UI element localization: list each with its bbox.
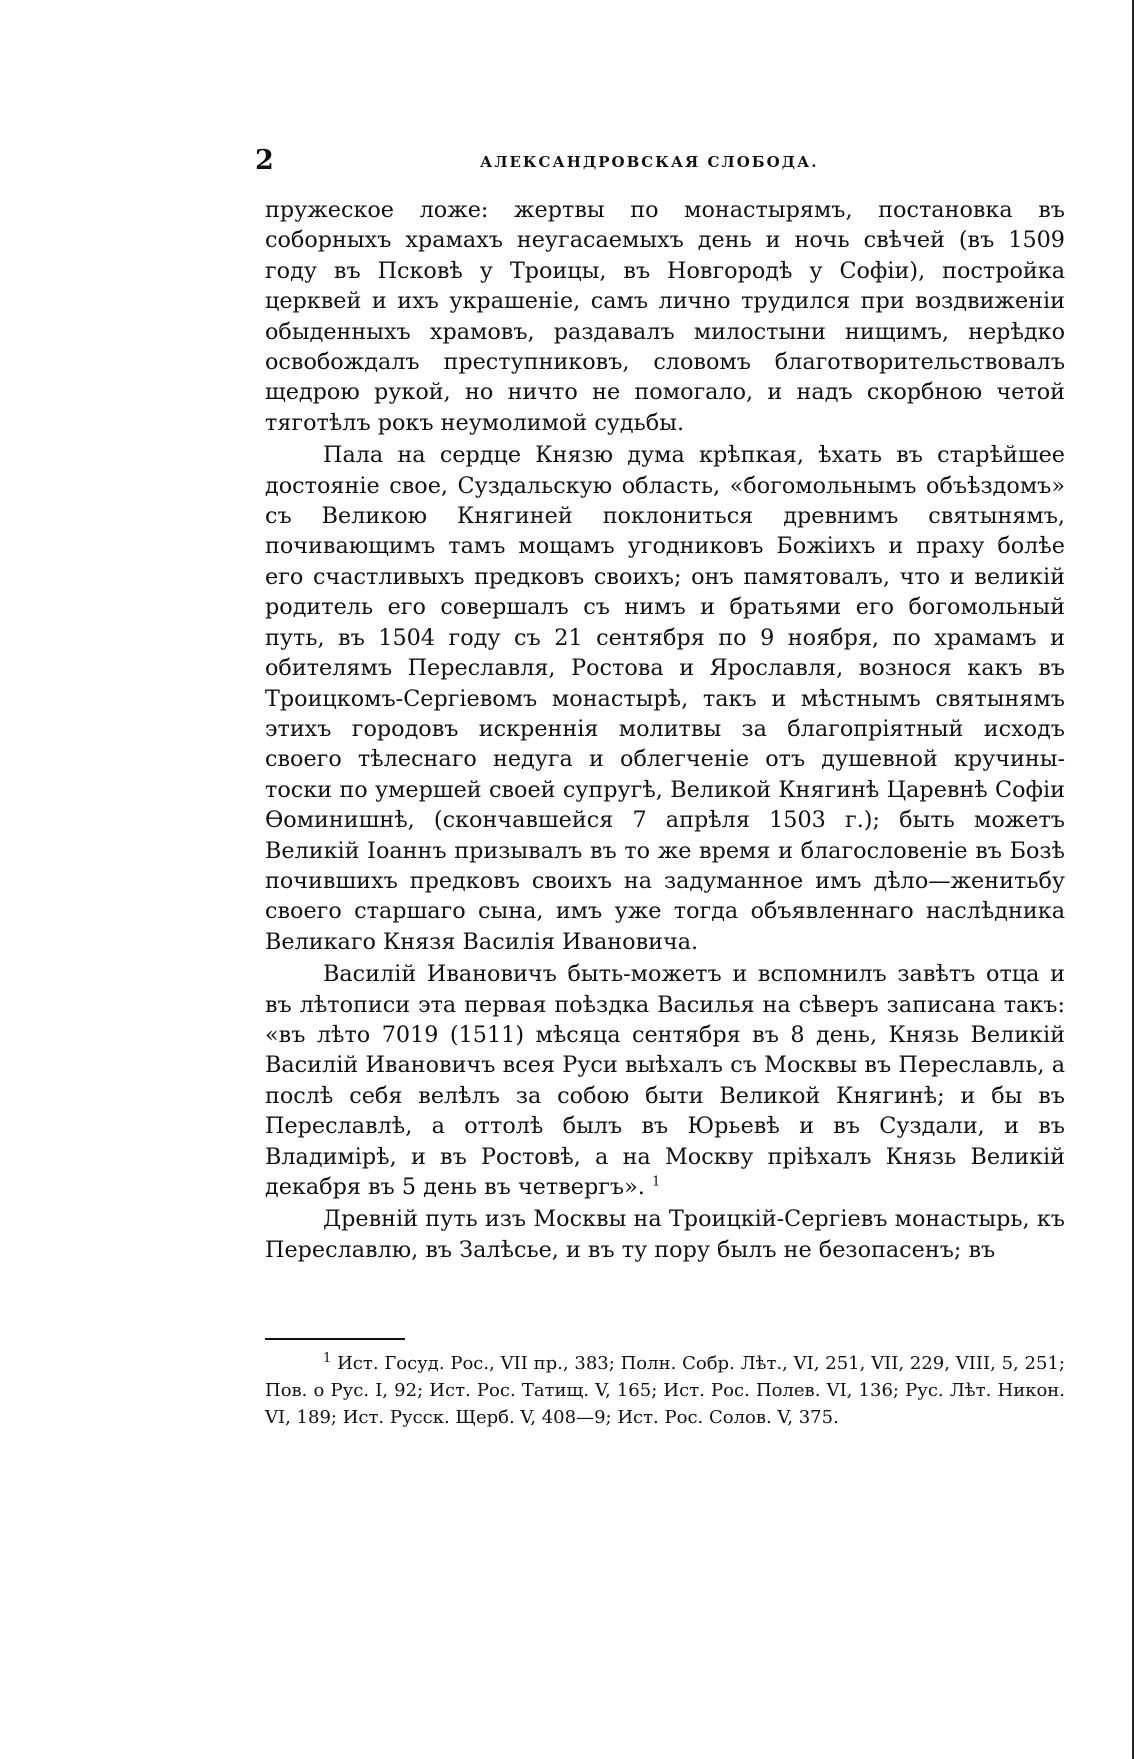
paragraph-4: Древній путь изъ Москвы на Троицкій-Сергіевъ монастырь, къ Переславлю, въ Залѣсье, и въ ту пору былъ не безопасенъ; въ [265, 1206, 1065, 1263]
footnote-marker: 1 [323, 1351, 332, 1366]
page-edge-line [1132, 0, 1134, 1759]
body-text [265, 195, 1065, 1265]
footnote-reference: 1 [651, 1174, 661, 1190]
footnote-text: Ист. Госуд. Рос., VII пр., 383; Полн. Собр. Лѣт., VI, 251, VII, 229, VIII, 5, 251; Пов. о Рус. I, 92; Ист. Рос. Татищ. V, 165; Ист. Рос. Полев. VI, 136; Рус. Лѣт. Никон. VI, 189; Ист. Русск. Щерб. V, 408—9; Ист. Рос. Солов. V, 375. [265, 1353, 1065, 1428]
running-title: АЛЕКСАНДРОВСКАЯ СЛОБОДА. [480, 153, 819, 171]
paragraph-3 [265, 959, 1065, 1202]
footnote [265, 1350, 1065, 1431]
page-header [255, 146, 1015, 176]
page-number: 2 [255, 145, 274, 176]
footnote-separator [265, 1338, 405, 1340]
paragraph-1: пружеское ложе: жертвы по монастырямъ, постановка въ соборныхъ храмахъ неугасаемыхъ день и ночь свѣчей (въ 1509 году въ Псковѣ у Троицы, въ Новгородѣ у Софіи), постройка церквей и ихъ украшеніе, самъ лично трудился при воздвиженіи обыденныхъ храмовъ, раздавалъ милостыни нищимъ, нерѣдко освобождалъ преступниковъ, словомъ благотворительствовалъ щедрою рукой, но ничто не помогало, и надъ скорбною четой тяготѣлъ рокъ неумолимой судьбы. [265, 197, 1065, 436]
paragraph-3-text: Василій Ивановичъ быть-можетъ и вспомнилъ завѣтъ отца и въ лѣтописи эта первая поѣздка Василья на сѣверъ записана такъ: «въ лѣто 7019 (1511) мѣсяца сентября въ 8 день, Князь Великій Василій Ивановичъ всея Руси выѣхалъ съ Москвы въ Переславль, а послѣ себя велѣлъ за собою быти Великой Княгинѣ; и бы въ Переславлѣ, а оттолѣ былъ въ Юрьевѣ и въ Суздали, и въ Владимірѣ, и въ Ростовѣ, а на Москву пріѣхалъ Князь Великій декабря въ 5 день въ четвергъ». [265, 961, 1065, 1200]
paragraph-2: Пала на сердце Князю дума крѣпкая, ѣхать въ старѣйшее достояніе свое, Суздальскую область, «богомольнымъ объѣздомъ» съ Великою Княгиней поклониться древнимъ святынямъ, почивающимъ тамъ мощамъ угодниковъ Божіихъ и праху болѣе его счастливыхъ предковъ своихъ; онъ памятовалъ, что и великій родитель его совершалъ съ нимъ и братьями его богомольный путь, въ 1504 году съ 21 сентября по 9 ноября, по храмамъ и обителямъ Переславля, Ростова и Ярославля, вознося какъ въ Троицкомъ-Сергіевомъ монастырѣ, такъ и мѣстнымъ святынямъ этихъ городовъ искреннія молитвы за благопріятный исходъ своего тѣлеснаго недуга и облегченіе отъ душевной кручины-тоски по умершей своей супругѣ, Великой Княгинѣ Царевнѣ Софіи Ѳоминишнѣ, (скончавшейся 7 апрѣля 1503 г.); быть можетъ Великій Іоаннъ призывалъ въ то же время и благословеніе въ Бозѣ почившихъ предковъ своихъ на задуманное имъ дѣло—женитьбу своего старшаго сына, имъ уже тогда объявленнаго наслѣдника Великаго Князя Василія Ивановича. [265, 442, 1065, 955]
